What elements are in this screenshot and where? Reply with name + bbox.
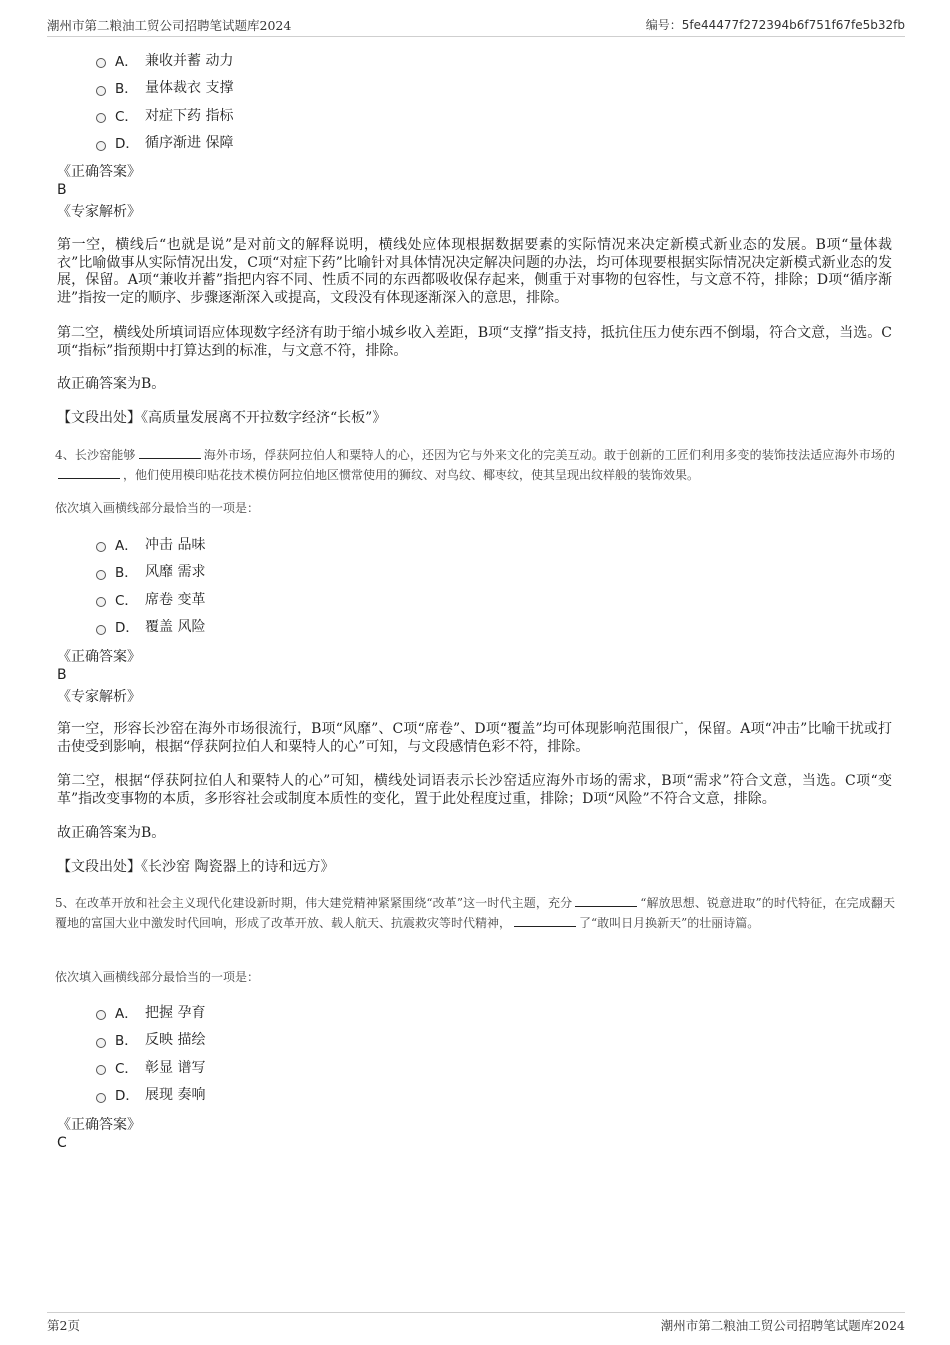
answer-blank [575,894,637,907]
q3-conclusion: 故正确答案为B。 [57,376,166,392]
q3-analysis-para-2: 第二空，横线处所填词语应体现数字经济有助于缩小城乡收入差距，B项“支撑”指支持，抵抗住压力使东西不倒塌，符合文意，当选。C项“指标”指预期中打算达到的标准，与文意不符，排除。 [57,325,892,359]
q4-answer: B [57,667,67,683]
radio-icon[interactable] [96,570,106,580]
q3-analysis-label: 《专家解析》 [57,204,141,220]
q5-option-d[interactable]: D． 展现 奏响 [96,1081,205,1109]
q4-options [96,530,205,640]
q5-prompt: 依次填入画横线部分最恰当的一项是： [55,970,260,984]
q3-answer-label: 《正确答案》 [57,164,141,180]
q3-option-a[interactable]: A． 兼收并蓄 动力 [96,46,233,74]
q3-analysis-para-1: 第一空，横线后“也就是说”是对前文的解释说明，横线处应体现根据数据要素的实际情况来决定新模式新业态的发展。B项“量体裁衣”比喻做事从实际情况出发，C项“对症下药”比喻针对具体情况决定解决问题的办法，均可体现要根据实际情况决定新模式新业态的发展，保留。A项“兼收并蓄”指把内容不同、性质不同的东西都吸收保存起来，侧重于对事物的包容性，与文意不符，排除；D项“循序渐进”指按一定的顺序、步骤逐渐深入或提高，文段没有体现逐渐深入的意思，排除。 [57,237,892,306]
q3-answer: B [57,182,67,198]
q3-option-d[interactable]: D． 循序渐进 保障 [96,129,233,157]
page-header [47,14,905,37]
radio-icon[interactable] [96,597,106,607]
radio-icon[interactable] [96,1093,106,1103]
q4-option-a[interactable]: A． 冲击 品味 [96,530,205,558]
q4-conclusion: 故正确答案为B。 [57,825,166,841]
radio-icon[interactable] [96,86,106,96]
q5-stem: 5、在改革开放和社会主义现代化建设新时期，伟大建党精神紧紧围绕“改革”这一时代主题，充分 “解放思想、锐意进取”的时代特征，在完成翻天覆地的富国大业中激发时代回响，形成了改革开放、载人航天、抗震救灾等时代精神， 了“敢叫日月换新天”的壮丽诗篇。 [55,896,895,930]
radio-icon[interactable] [96,1038,106,1048]
q5-answer-label: 《正确答案》 [57,1117,141,1133]
answer-blank [58,466,120,479]
radio-icon[interactable] [96,625,106,635]
answer-blank [139,446,201,459]
q5-option-b[interactable]: B． 反映 描绘 [96,1026,205,1054]
q5-answer: C [57,1135,67,1151]
radio-icon[interactable] [96,58,106,68]
q3-options [96,46,233,156]
radio-icon[interactable] [96,1065,106,1075]
footer-page-number: 第2页 [47,1318,80,1333]
q3-source: 【文段出处】《高质量发展离不开拉数字经济“长板”》 [57,410,387,426]
q4-analysis-para-2: 第二空，根据“俘获阿拉伯人和粟特人的心”可知，横线处词语表示长沙窑适应海外市场的需求，B项“需求”符合文意，当选。C项“变革”指改变事物的本质，多形容社会或制度本质性的变化，置于此处程度过重，排除；D项“风险”不符合文意，排除。 [57,773,892,807]
q4-option-c[interactable]: C． 席卷 变革 [96,585,205,613]
header-title: 潮州市第二粮油工贸公司招聘笔试题库2024 [47,18,292,33]
radio-icon[interactable] [96,141,106,151]
radio-icon[interactable] [96,1010,106,1020]
radio-icon[interactable] [96,542,106,552]
q4-option-b[interactable]: B． 风靡 需求 [96,558,205,586]
header-doc-id: 编号：5fe44477f272394b6f751f67fe5b32fb [645,18,905,32]
q5-option-c[interactable]: C． 彰显 谱写 [96,1053,205,1081]
q4-answer-label: 《正确答案》 [57,649,141,665]
q4-analysis-para-1: 第一空，形容长沙窑在海外市场很流行，B项“风靡”、C项“席卷”、D项“覆盖”均可体现影响范围很广，保留。A项“冲击”比喻干扰或打击使受到影响，根据“俘获阿拉伯人和粟特人的心”可知，与文段感情色彩不符，排除。 [57,721,892,755]
q3-option-b[interactable]: B． 量体裁衣 支撑 [96,74,233,102]
q3-option-c[interactable]: C． 对症下药 指标 [96,101,233,129]
q4-source: 【文段出处】《长沙窑 陶瓷器上的诗和远方》 [57,859,335,875]
answer-blank [514,914,576,927]
q5-option-a[interactable]: A． 把握 孕育 [96,998,205,1026]
radio-icon[interactable] [96,113,106,123]
q4-stem: 4、长沙窑能够 海外市场，俘获阿拉伯人和粟特人的心，还因为它与外来文化的完美互动。敢于创新的工匠们利用多变的装饰技法适应海外市场的，他们使用模印贴花技术模仿阿拉伯地区惯常使用的狮纹、对鸟纹、椰枣纹，使其呈现出纹样般的装饰效果。 [55,448,895,482]
footer-title: 潮州市第二粮油工贸公司招聘笔试题库2024 [660,1318,905,1333]
q4-option-d[interactable]: D． 覆盖 风险 [96,613,205,641]
q5-options [96,998,205,1108]
page-footer [47,1312,905,1335]
q4-analysis-label: 《专家解析》 [57,689,141,705]
q4-prompt: 依次填入画横线部分最恰当的一项是： [55,501,260,515]
